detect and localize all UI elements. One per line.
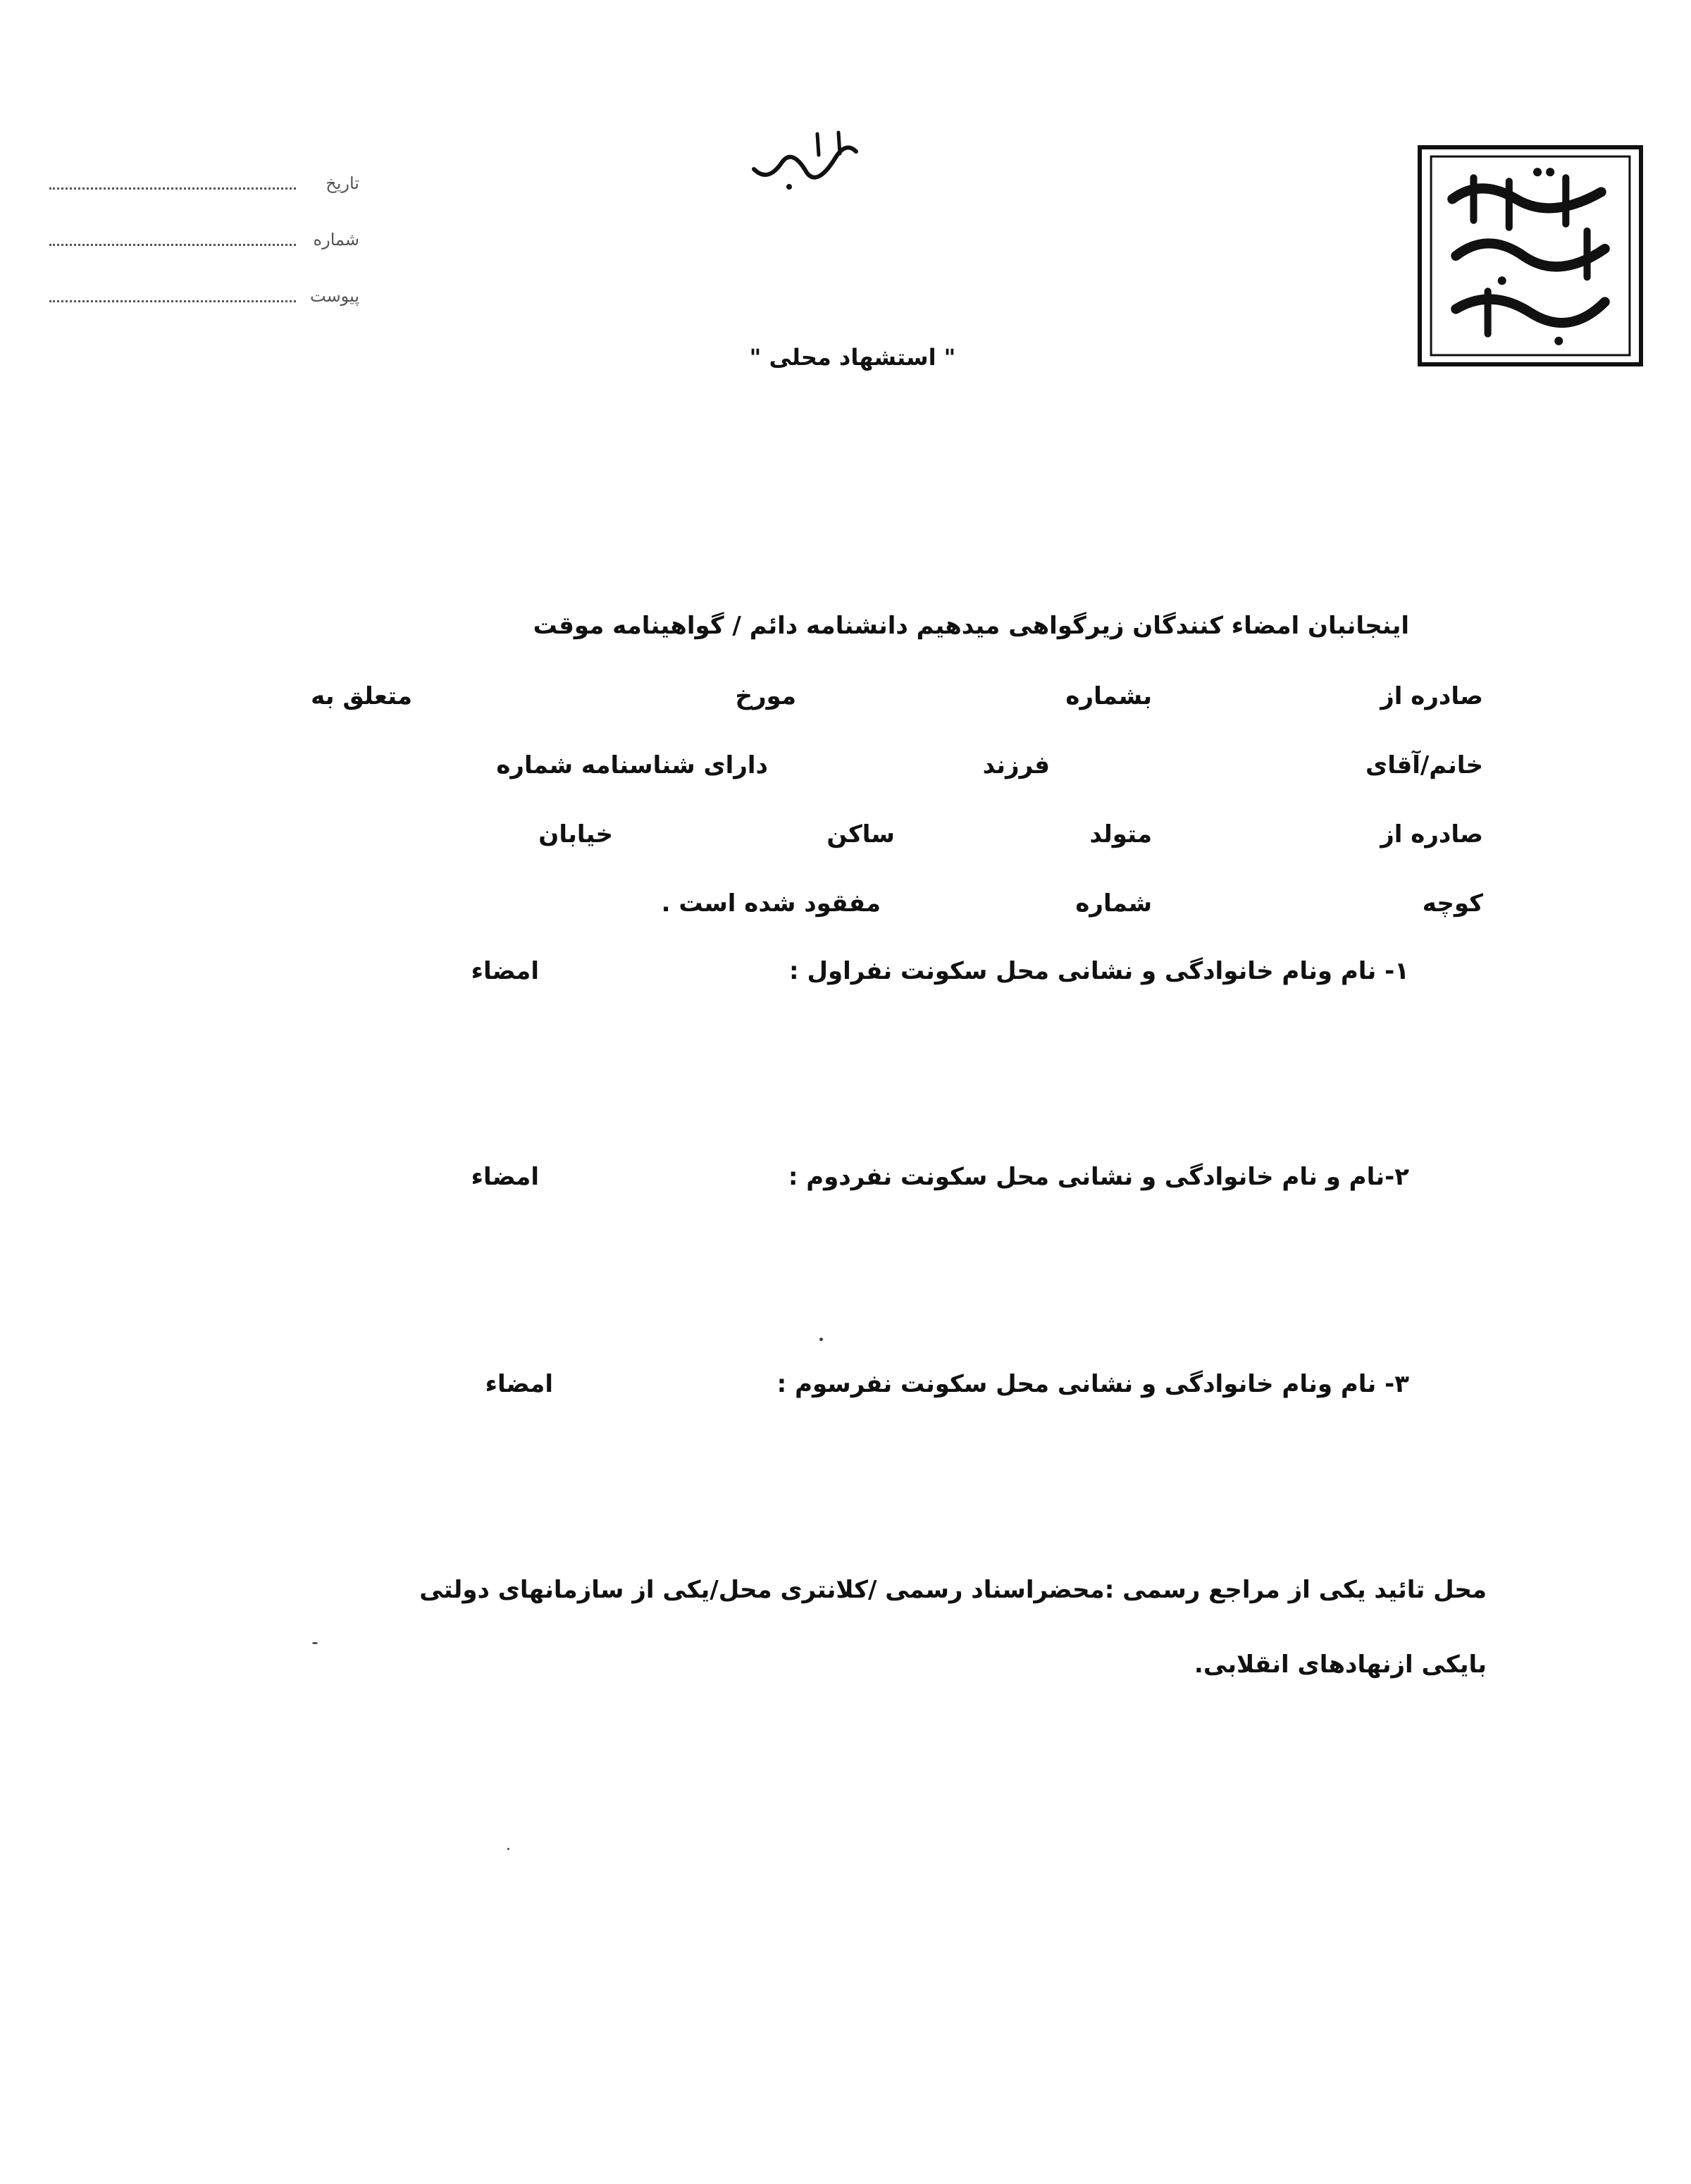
row2-id-number: دارای شناسنامه شماره (496, 751, 768, 779)
date-field (49, 173, 359, 202)
university-logo-calligraphy (1422, 149, 1639, 362)
attachment-field (49, 286, 359, 314)
row3-resident: ساکن (826, 820, 895, 849)
row4-lost: مفقود شده است . (661, 889, 881, 918)
row2-mr-mrs: خانم/آقای (1365, 751, 1483, 779)
row1-number: بشماره (1065, 682, 1152, 710)
university-logo (1418, 145, 1643, 366)
row1-belonging-to: متعلق به (311, 682, 412, 710)
scan-speck (819, 1338, 823, 1341)
row4-alley: کوچه (1422, 889, 1483, 918)
row1-issued-from: صادره از (1380, 682, 1483, 710)
row3-born: متولد (1089, 820, 1152, 849)
witness-1-text: ۱- نام ونام خانوادگی و نشانی محل سکونت نفراول : (789, 957, 1409, 985)
basmala-calligraphy (740, 120, 867, 197)
witness-2-signature-label: امضاء (471, 1163, 539, 1191)
number-label: شماره (313, 230, 359, 249)
witness-3-signature-label: امضاء (485, 1370, 553, 1398)
witness-2-text: ۲-نام و نام خانوادگی و نشانی محل سکونت نفردوم : (788, 1163, 1409, 1191)
intro-text: اینجانبان امضاء کنندگان زیرگواهی میدهیم دانشنامه دائم / گواهینامه موقت (533, 612, 1409, 640)
row3-issued-from: صادره از (1380, 820, 1483, 849)
row3-street: خیابان (538, 820, 613, 849)
number-dotted-line (49, 244, 296, 246)
document-title: " استشهاد محلی " (749, 344, 956, 371)
row2-child-of: فرزند (982, 751, 1050, 779)
approval-line-1: محل تائید یکی از مراجع رسمی :محضراسناد رسمی /کلانتری محل/یکی از سازمانهای دولتی (419, 1576, 1487, 1604)
scan-speck (507, 1848, 509, 1850)
date-dotted-line (49, 187, 296, 190)
row4-number: شماره (1075, 889, 1152, 918)
witness-1-signature-label: امضاء (471, 957, 539, 985)
attachment-dotted-line (49, 300, 296, 302)
attachment-label: پیوست (310, 286, 359, 306)
scan-speck (312, 1642, 318, 1644)
number-field (49, 230, 359, 258)
row1-dated: مورخ (735, 682, 796, 710)
approval-line-2: بایکی ازنهادهای انقلابی. (1194, 1651, 1487, 1679)
witness-3-text: ۳- نام ونام خانوادگی و نشانی محل سکونت نفرسوم : (776, 1370, 1409, 1398)
date-label: تاریخ (326, 173, 359, 193)
